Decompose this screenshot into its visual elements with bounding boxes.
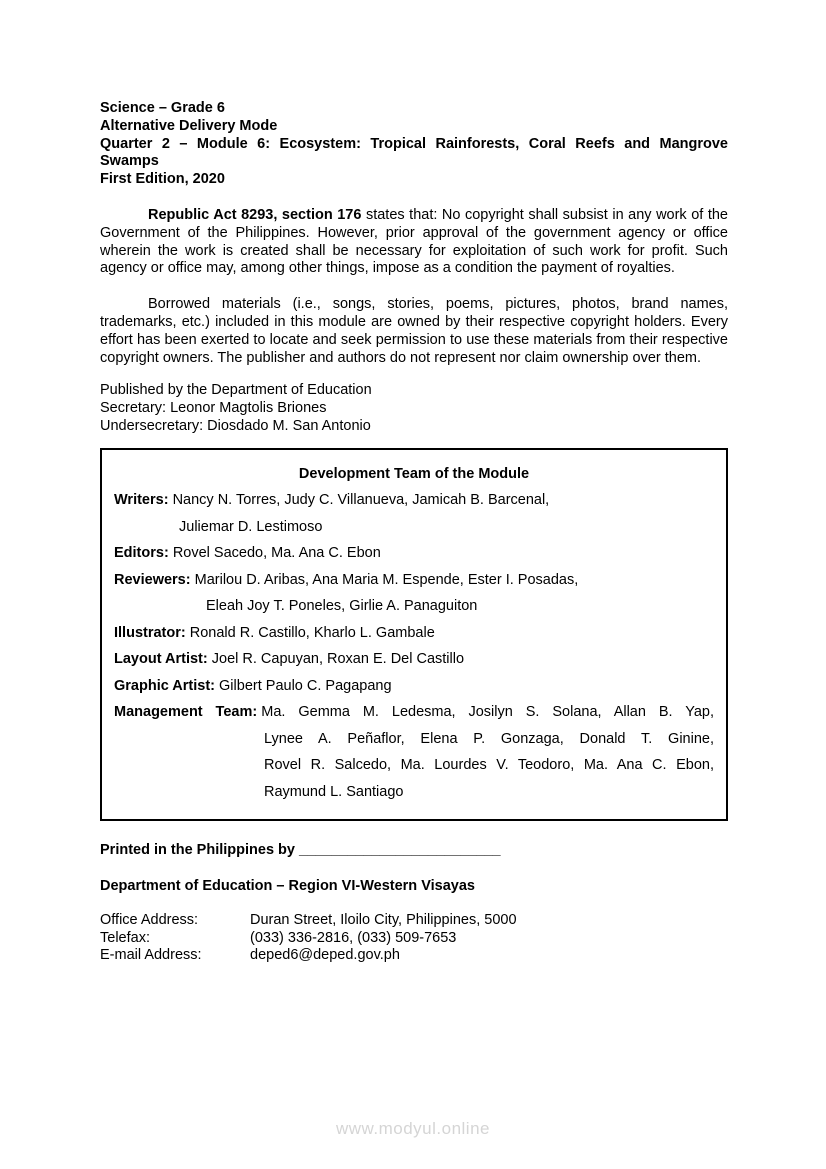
team-line [114,646,714,673]
undersecretary-line: Undersecretary: Diosdado M. San Antonio [100,417,371,434]
telefax-label: Telefax: [100,929,150,946]
layout-artist-label: Layout Artist: [114,651,208,668]
email-label: E-mail Address: [100,947,202,964]
team-row-management [114,699,714,805]
management-names-4: Raymund L. Santiago [264,783,404,800]
site-watermark: www.modyul.online [335,1119,490,1138]
team-row-layout-artist [114,646,714,673]
management-names-1: Ma. Gemma M. Ledesma, Josilyn S. Solana, Allan B. Yap, [261,704,714,721]
copyright-paragraph-2: Borrowed materials (i.e., songs, stories, poems, pictures, photos, brand names, trademarks, etc.) included in this module are owned by their respective copyright holders. Every effort has been exerted to locate and seek permission to use these materials from their respective copyright owners. The publisher and authors do not represent nor claim ownership over them. [100,296,728,366]
published-by-line: Published by the Department of Education [100,382,372,399]
graphic-artist-label: Graphic Artist: [114,677,215,694]
editors-label: Editors: [114,545,169,562]
region-line: Department of Education – Region VI-Western Visayas [100,878,475,895]
delivery-mode-line: Alternative Delivery Mode [100,117,278,134]
team-row-writers [114,487,714,540]
printed-in-line [100,842,728,860]
telefax-value: (033) 336-2816, (033) 509-7653 [250,929,457,946]
contact-row-email [100,947,728,965]
reviewers-names: Marilou D. Aribas, Ana Maria M. Espende, Ester I. Posadas, [194,571,579,588]
secretary-line: Secretary: Leonor Magtolis Briones [100,400,327,417]
republic-act-bold: Republic Act 8293, section 176 [148,206,362,223]
email-value: deped6@deped.gov.ph [250,947,400,964]
team-line [114,673,714,700]
team-line [114,487,714,514]
republic-act-text: states that: No copyright shall subsist in any work of the Government of the Philippines. However, prior approval of the government agency or office wherein the work is created shall be necessary for exploitation of such work for profit. Such agency or office may, among other things, impose as a condition the payment of royalties. [100,206,728,277]
team-row-graphic-artist [114,673,714,700]
management-names-3: Rovel R. Salcedo, Ma. Lourdes V. Teodoro, Ma. Ana C. Ebon, [264,757,714,774]
contact-row-telefax [100,930,728,948]
layout-artist-names: Joel R. Capuyan, Roxan E. Del Castillo [211,651,465,668]
page-content [100,100,728,965]
team-line [114,620,714,647]
printer-blank-line: _________________________ [299,842,501,859]
team-line [114,567,714,594]
copyright-paragraph-1 [100,207,728,278]
team-line [114,699,714,726]
office-address-value: Duran Street, Iloilo City, Philippines, 5000 [250,911,517,928]
edition-line: First Edition, 2020 [100,171,225,188]
printed-in-label: Printed in the Philippines by [100,842,295,859]
team-row-reviewers [114,567,714,620]
writers-label: Writers: [114,492,169,509]
illustrator-names: Ronald R. Castillo, Kharlo L. Gambale [189,624,435,641]
contact-row-office [100,912,728,930]
graphic-artist-names: Gilbert Paulo C. Pagapang [219,677,392,694]
development-team-box [100,448,728,822]
team-box-title: Development Team of the Module [298,465,530,482]
team-row-illustrator [114,620,714,647]
module-header [100,100,728,189]
reviewers-label: Reviewers: [114,571,191,588]
illustrator-label: Illustrator: [114,624,186,641]
office-address-label: Office Address: [100,911,199,928]
management-team-label: Management Team: [114,704,258,721]
module-title-line: Quarter 2 – Module 6: Ecosystem: Tropical Rainforests, Coral Reefs and Mangrove Swamps [100,135,728,170]
team-row-editors [114,540,714,567]
editors-names: Rovel Sacedo, Ma. Ana C. Ebon [172,545,381,562]
subject-grade-line: Science – Grade 6 [100,100,225,116]
management-names-2: Lynee A. Peñaflor, Elena P. Gonzaga, Donald T. Ginine, [264,730,714,747]
writers-names-cont: Juliemar D. Lestimoso [179,518,323,535]
reviewers-names-cont: Eleah Joy T. Poneles, Girlie A. Panaguiton [206,598,478,615]
contact-block [100,912,728,965]
publisher-block [100,382,728,435]
writers-names: Nancy N. Torres, Judy C. Villanueva, Jamicah B. Barcenal, [172,492,550,509]
team-line [114,540,714,567]
